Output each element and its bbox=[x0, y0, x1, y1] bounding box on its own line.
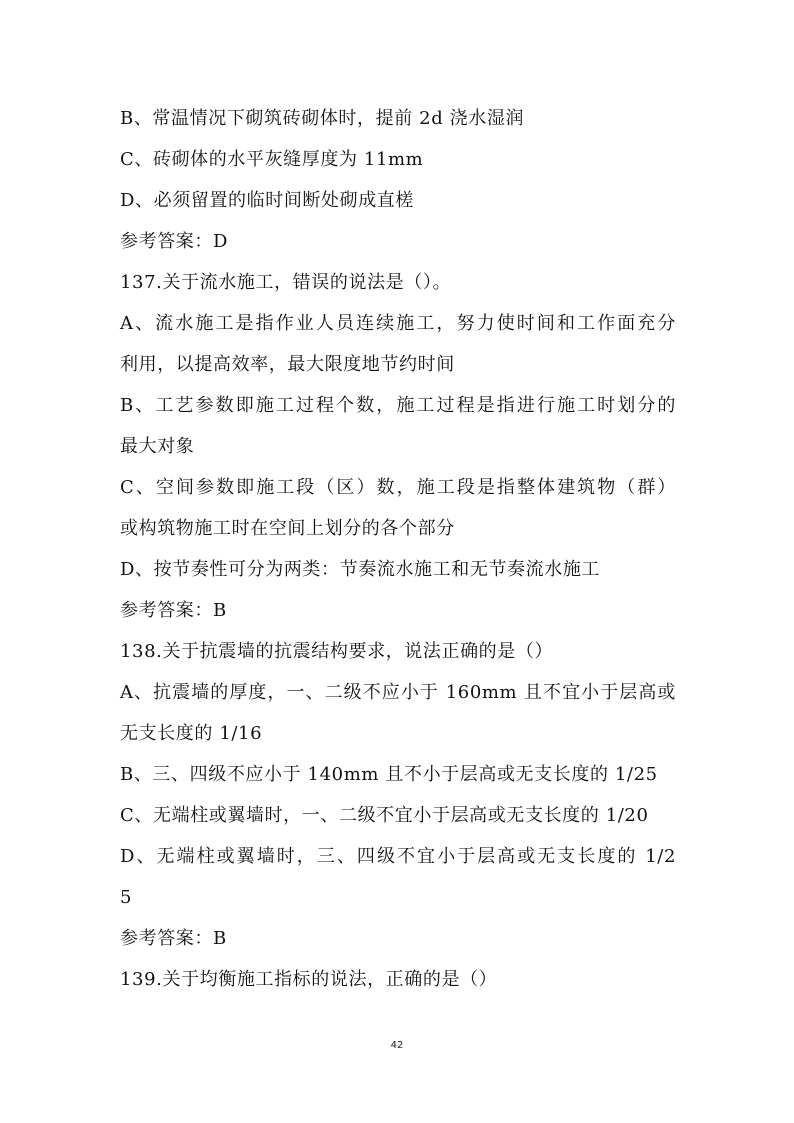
option-b-q137-line2: 最大对象 bbox=[120, 436, 195, 457]
option-d-q138-line1: D、无端柱或翼墙时，三、四级不宜小于层高或无支长度的 1/2 bbox=[120, 846, 676, 867]
option-b-q136: B、常温情况下砌筑砖砌体时，提前 2d 浇水湿润 bbox=[120, 108, 525, 129]
answer-q138: 参考答案：B bbox=[120, 928, 227, 949]
option-a-q137-line2: 利用，以提高效率，最大限度地节约时间 bbox=[120, 354, 455, 375]
option-a-q138-line1: A、抗震墙的厚度，一、二级不应小于 160mm 且不宜小于层高或 bbox=[120, 682, 676, 703]
option-a-q137-line1: A、流水施工是指作业人员连续施工，努力使时间和工作面充分 bbox=[120, 313, 676, 334]
document-body bbox=[120, 98, 676, 1000]
option-d-q136: D、必须留置的临时间断处砌成直槎 bbox=[120, 190, 415, 211]
question-137: 137.关于流水施工，错误的说法是（）。 bbox=[120, 272, 452, 293]
answer-q137: 参考答案：B bbox=[120, 600, 227, 621]
option-c-q137-line2: 或构筑物施工时在空间上划分的各个部分 bbox=[120, 518, 455, 539]
option-c-q136: C、砖砌体的水平灰缝厚度为 11mm bbox=[120, 149, 424, 170]
answer-q136: 参考答案：D bbox=[120, 231, 229, 252]
option-b-q137-line1: B、工艺参数即施工过程个数，施工过程是指进行施工时划分的 bbox=[120, 395, 676, 416]
question-139: 139.关于均衡施工指标的说法，正确的是（） bbox=[120, 969, 498, 990]
option-d-q137: D、按节奏性可分为两类：节奏流水施工和无节奏流水施工 bbox=[120, 559, 601, 580]
option-a-q138-line2: 无支长度的 1/16 bbox=[120, 723, 263, 744]
option-b-q138: B、三、四级不应小于 140mm 且不小于层高或无支长度的 1/25 bbox=[120, 764, 658, 785]
option-d-q138-line2: 5 bbox=[120, 887, 133, 908]
option-c-q138: C、无端柱或翼墙时，一、二级不宜小于层高或无支长度的 1/20 bbox=[120, 805, 649, 826]
page-number: 42 bbox=[390, 1040, 404, 1051]
option-c-q137-line1: C、空间参数即施工段（区）数，施工段是指整体建筑物（群） bbox=[120, 477, 676, 498]
question-138: 138.关于抗震墙的抗震结构要求，说法正确的是（） bbox=[120, 641, 554, 662]
